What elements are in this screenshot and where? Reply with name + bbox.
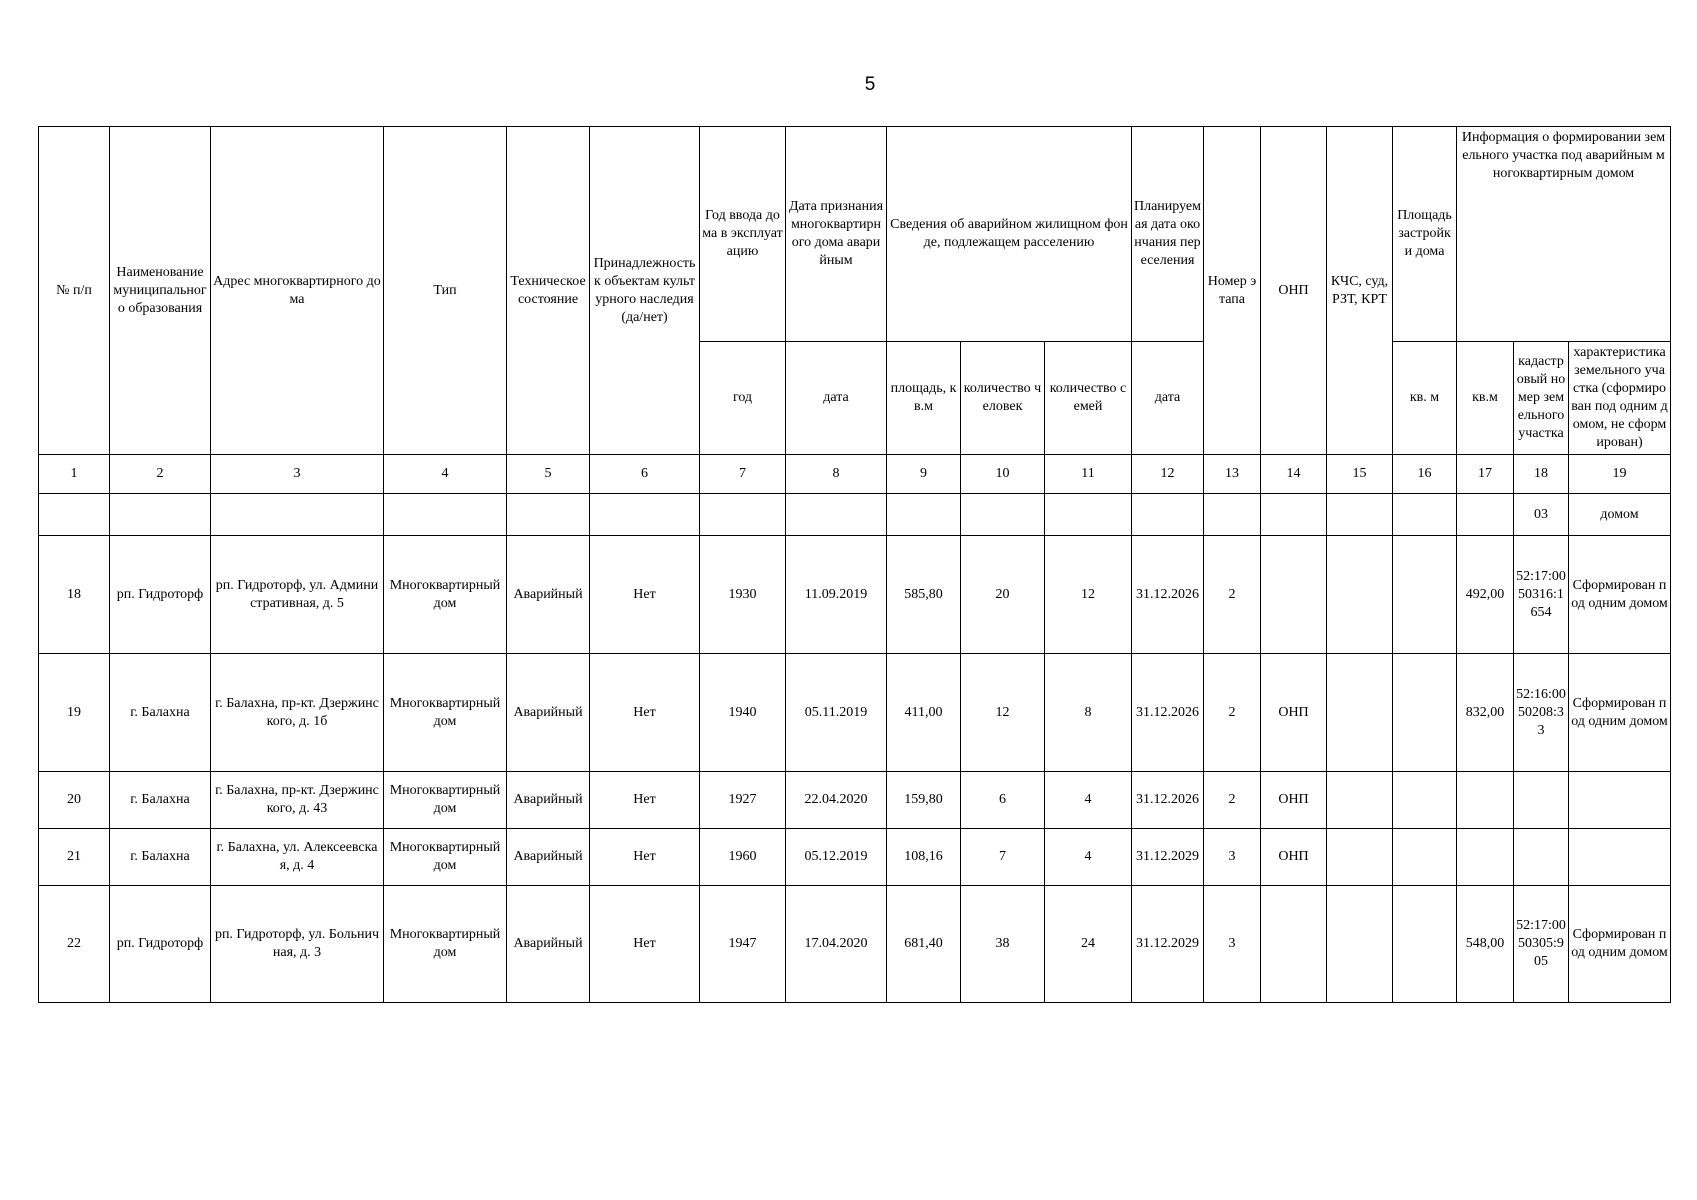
cell-state: Аварийный — [507, 654, 590, 772]
cell-kchs — [1327, 829, 1393, 886]
emergency-housing-table — [38, 126, 1671, 1003]
cell-area: 159,80 — [887, 772, 961, 829]
cell-municipality: г. Балахна — [110, 654, 211, 772]
table-row — [39, 772, 1671, 829]
cell-building-area — [1393, 772, 1457, 829]
cell-area: 681,40 — [887, 886, 961, 1003]
cell-year: 1947 — [700, 886, 786, 1003]
cell-land-characteristic — [1569, 772, 1671, 829]
header-heritage: Принадлежность к объектам культурного наследия (да/нет) — [590, 127, 700, 455]
col-num: 16 — [1393, 455, 1457, 494]
cell-area: 585,80 — [887, 536, 961, 654]
col-num: 5 — [507, 455, 590, 494]
col-num: 2 — [110, 455, 211, 494]
header-land-plot-info: Информация о формировании земельного участка под аварийным многоквартирным домом — [1457, 127, 1671, 342]
cell-building-area — [1393, 886, 1457, 1003]
cell-kchs — [1327, 654, 1393, 772]
cell-kchs — [1327, 772, 1393, 829]
cell-building-area — [1393, 536, 1457, 654]
header-sub-people: количество человек — [961, 342, 1045, 455]
cell-cadastral — [1514, 829, 1569, 886]
cell-land-area: 832,00 — [1457, 654, 1514, 772]
cell-land-area — [1457, 772, 1514, 829]
cell-state: Аварийный — [507, 536, 590, 654]
col-num: 11 — [1045, 455, 1132, 494]
cell-address: рп. Гидроторф, ул. Административная, д. 5 — [211, 536, 384, 654]
column-number-row — [39, 455, 1671, 494]
cell-land-characteristic: Сформирован под одним домом — [1569, 654, 1671, 772]
col-num: 4 — [384, 455, 507, 494]
cell-cadastral: 52:16:0050208:33 — [1514, 654, 1569, 772]
cell-area: 411,00 — [887, 654, 961, 772]
header-sub-families: количество семей — [1045, 342, 1132, 455]
header-sub-year: год — [700, 342, 786, 455]
col-num: 3 — [211, 455, 384, 494]
cell-stage: 2 — [1204, 654, 1261, 772]
continuation-characteristic: домом — [1569, 494, 1671, 536]
cell-municipality: г. Балахна — [110, 829, 211, 886]
cell-municipality: г. Балахна — [110, 772, 211, 829]
cell-address: рп. Гидроторф, ул. Больничная, д. 3 — [211, 886, 384, 1003]
cell-heritage: Нет — [590, 772, 700, 829]
header-municipality: Наименование муниципального образования — [110, 127, 211, 455]
cell-type: Многоквартирный дом — [384, 654, 507, 772]
cell-type: Многоквартирный дом — [384, 829, 507, 886]
cell-end-date: 31.12.2029 — [1132, 829, 1204, 886]
header-sub-building-area: кв. м — [1393, 342, 1457, 455]
cell-heritage: Нет — [590, 536, 700, 654]
cell-land-area: 548,00 — [1457, 886, 1514, 1003]
header-stage-number: Номер этапа — [1204, 127, 1261, 455]
cell-recognition-date: 11.09.2019 — [786, 536, 887, 654]
header-emergency-fund: Сведения об аварийном жилищном фонде, подлежащем расселению — [887, 127, 1132, 342]
cell-building-area — [1393, 654, 1457, 772]
cell-heritage: Нет — [590, 886, 700, 1003]
header-kchs: КЧС, суд, РЗТ, КРТ — [1327, 127, 1393, 455]
cell-year: 1940 — [700, 654, 786, 772]
header-row-number: № п/п — [39, 127, 110, 455]
cell-number: 20 — [39, 772, 110, 829]
cell-land-characteristic: Сформирован под одним домом — [1569, 886, 1671, 1003]
header-land-cadastral: кадастровый номер земельного участка — [1514, 342, 1569, 455]
col-num: 6 — [590, 455, 700, 494]
table-row — [39, 829, 1671, 886]
table-row — [39, 654, 1671, 772]
cell-recognition-date: 17.04.2020 — [786, 886, 887, 1003]
header-sub-area: площадь, кв.м — [887, 342, 961, 455]
cell-stage: 3 — [1204, 829, 1261, 886]
col-num: 14 — [1261, 455, 1327, 494]
cell-stage: 2 — [1204, 772, 1261, 829]
header-land-characteristic: характеристика земельного участка (сформирован под одним домом, не сформирован) — [1569, 342, 1671, 455]
table-row — [39, 886, 1671, 1003]
cell-end-date: 31.12.2026 — [1132, 654, 1204, 772]
col-num: 18 — [1514, 455, 1569, 494]
cell-onp: ОНП — [1261, 829, 1327, 886]
cell-address: г. Балахна, пр-кт. Дзержинского, д. 1б — [211, 654, 384, 772]
col-num: 15 — [1327, 455, 1393, 494]
header-type: Тип — [384, 127, 507, 455]
cell-state: Аварийный — [507, 772, 590, 829]
cell-land-area: 492,00 — [1457, 536, 1514, 654]
cell-land-characteristic — [1569, 829, 1671, 886]
cell-end-date: 31.12.2029 — [1132, 886, 1204, 1003]
cell-type: Многоквартирный дом — [384, 772, 507, 829]
cell-kchs — [1327, 886, 1393, 1003]
header-planned-end-date: Планируемая дата окончания переселения — [1132, 127, 1204, 342]
cell-families: 24 — [1045, 886, 1132, 1003]
cell-municipality: рп. Гидроторф — [110, 886, 211, 1003]
header-sub-end-date: дата — [1132, 342, 1204, 455]
col-num: 19 — [1569, 455, 1671, 494]
cell-people: 12 — [961, 654, 1045, 772]
cell-people: 20 — [961, 536, 1045, 654]
cell-onp — [1261, 536, 1327, 654]
cell-families: 8 — [1045, 654, 1132, 772]
cell-type: Многоквартирный дом — [384, 886, 507, 1003]
cell-heritage: Нет — [590, 829, 700, 886]
cell-kchs — [1327, 536, 1393, 654]
cell-onp: ОНП — [1261, 654, 1327, 772]
header-sub-date: дата — [786, 342, 887, 455]
header-technical-state: Техническое состояние — [507, 127, 590, 455]
cell-people: 38 — [961, 886, 1045, 1003]
cell-address: г. Балахна, пр-кт. Дзержинского, д. 43 — [211, 772, 384, 829]
cell-stage: 3 — [1204, 886, 1261, 1003]
continuation-cadastral: 03 — [1514, 494, 1569, 536]
cell-cadastral: 52:17:0050305:905 — [1514, 886, 1569, 1003]
cell-end-date: 31.12.2026 — [1132, 536, 1204, 654]
cell-families: 12 — [1045, 536, 1132, 654]
cell-recognition-date: 22.04.2020 — [786, 772, 887, 829]
cell-municipality: рп. Гидроторф — [110, 536, 211, 654]
page-number: 5 — [864, 74, 876, 95]
cell-land-characteristic: Сформирован под одним домом — [1569, 536, 1671, 654]
cell-recognition-date: 05.11.2019 — [786, 654, 887, 772]
table-row — [39, 536, 1671, 654]
cell-number: 18 — [39, 536, 110, 654]
col-num: 9 — [887, 455, 961, 494]
cell-onp: ОНП — [1261, 772, 1327, 829]
header-address: Адрес многоквартирного дома — [211, 127, 384, 455]
cell-land-area — [1457, 829, 1514, 886]
header-sub-land-area: кв.м — [1457, 342, 1514, 455]
cell-type: Многоквартирный дом — [384, 536, 507, 654]
cell-people: 6 — [961, 772, 1045, 829]
col-num: 1 — [39, 455, 110, 494]
col-num: 8 — [786, 455, 887, 494]
cell-stage: 2 — [1204, 536, 1261, 654]
cell-address: г. Балахна, ул. Алексеевская, д. 4 — [211, 829, 384, 886]
cell-recognition-date: 05.12.2019 — [786, 829, 887, 886]
cell-number: 21 — [39, 829, 110, 886]
cell-building-area — [1393, 829, 1457, 886]
header-year-built: Год ввода дома в эксплуатацию — [700, 127, 786, 342]
header-recognition-date: Дата признания многоквартирного дома аварийным — [786, 127, 887, 342]
cell-number: 22 — [39, 886, 110, 1003]
cell-people: 7 — [961, 829, 1045, 886]
cell-onp — [1261, 886, 1327, 1003]
col-num: 17 — [1457, 455, 1514, 494]
cell-area: 108,16 — [887, 829, 961, 886]
cell-year: 1930 — [700, 536, 786, 654]
header-onp: ОНП — [1261, 127, 1327, 455]
cell-number: 19 — [39, 654, 110, 772]
cell-heritage: Нет — [590, 654, 700, 772]
cell-families: 4 — [1045, 829, 1132, 886]
cell-year: 1927 — [700, 772, 786, 829]
header-row-1 — [39, 127, 1671, 342]
cell-state: Аварийный — [507, 829, 590, 886]
cell-families: 4 — [1045, 772, 1132, 829]
header-building-area: Площадь застройки дома — [1393, 127, 1457, 342]
cell-end-date: 31.12.2026 — [1132, 772, 1204, 829]
col-num: 12 — [1132, 455, 1204, 494]
col-num: 7 — [700, 455, 786, 494]
cell-state: Аварийный — [507, 886, 590, 1003]
col-num: 10 — [961, 455, 1045, 494]
cell-cadastral — [1514, 772, 1569, 829]
col-num: 13 — [1204, 455, 1261, 494]
continuation-row — [39, 494, 1671, 536]
cell-year: 1960 — [700, 829, 786, 886]
cell-cadastral: 52:17:0050316:1654 — [1514, 536, 1569, 654]
